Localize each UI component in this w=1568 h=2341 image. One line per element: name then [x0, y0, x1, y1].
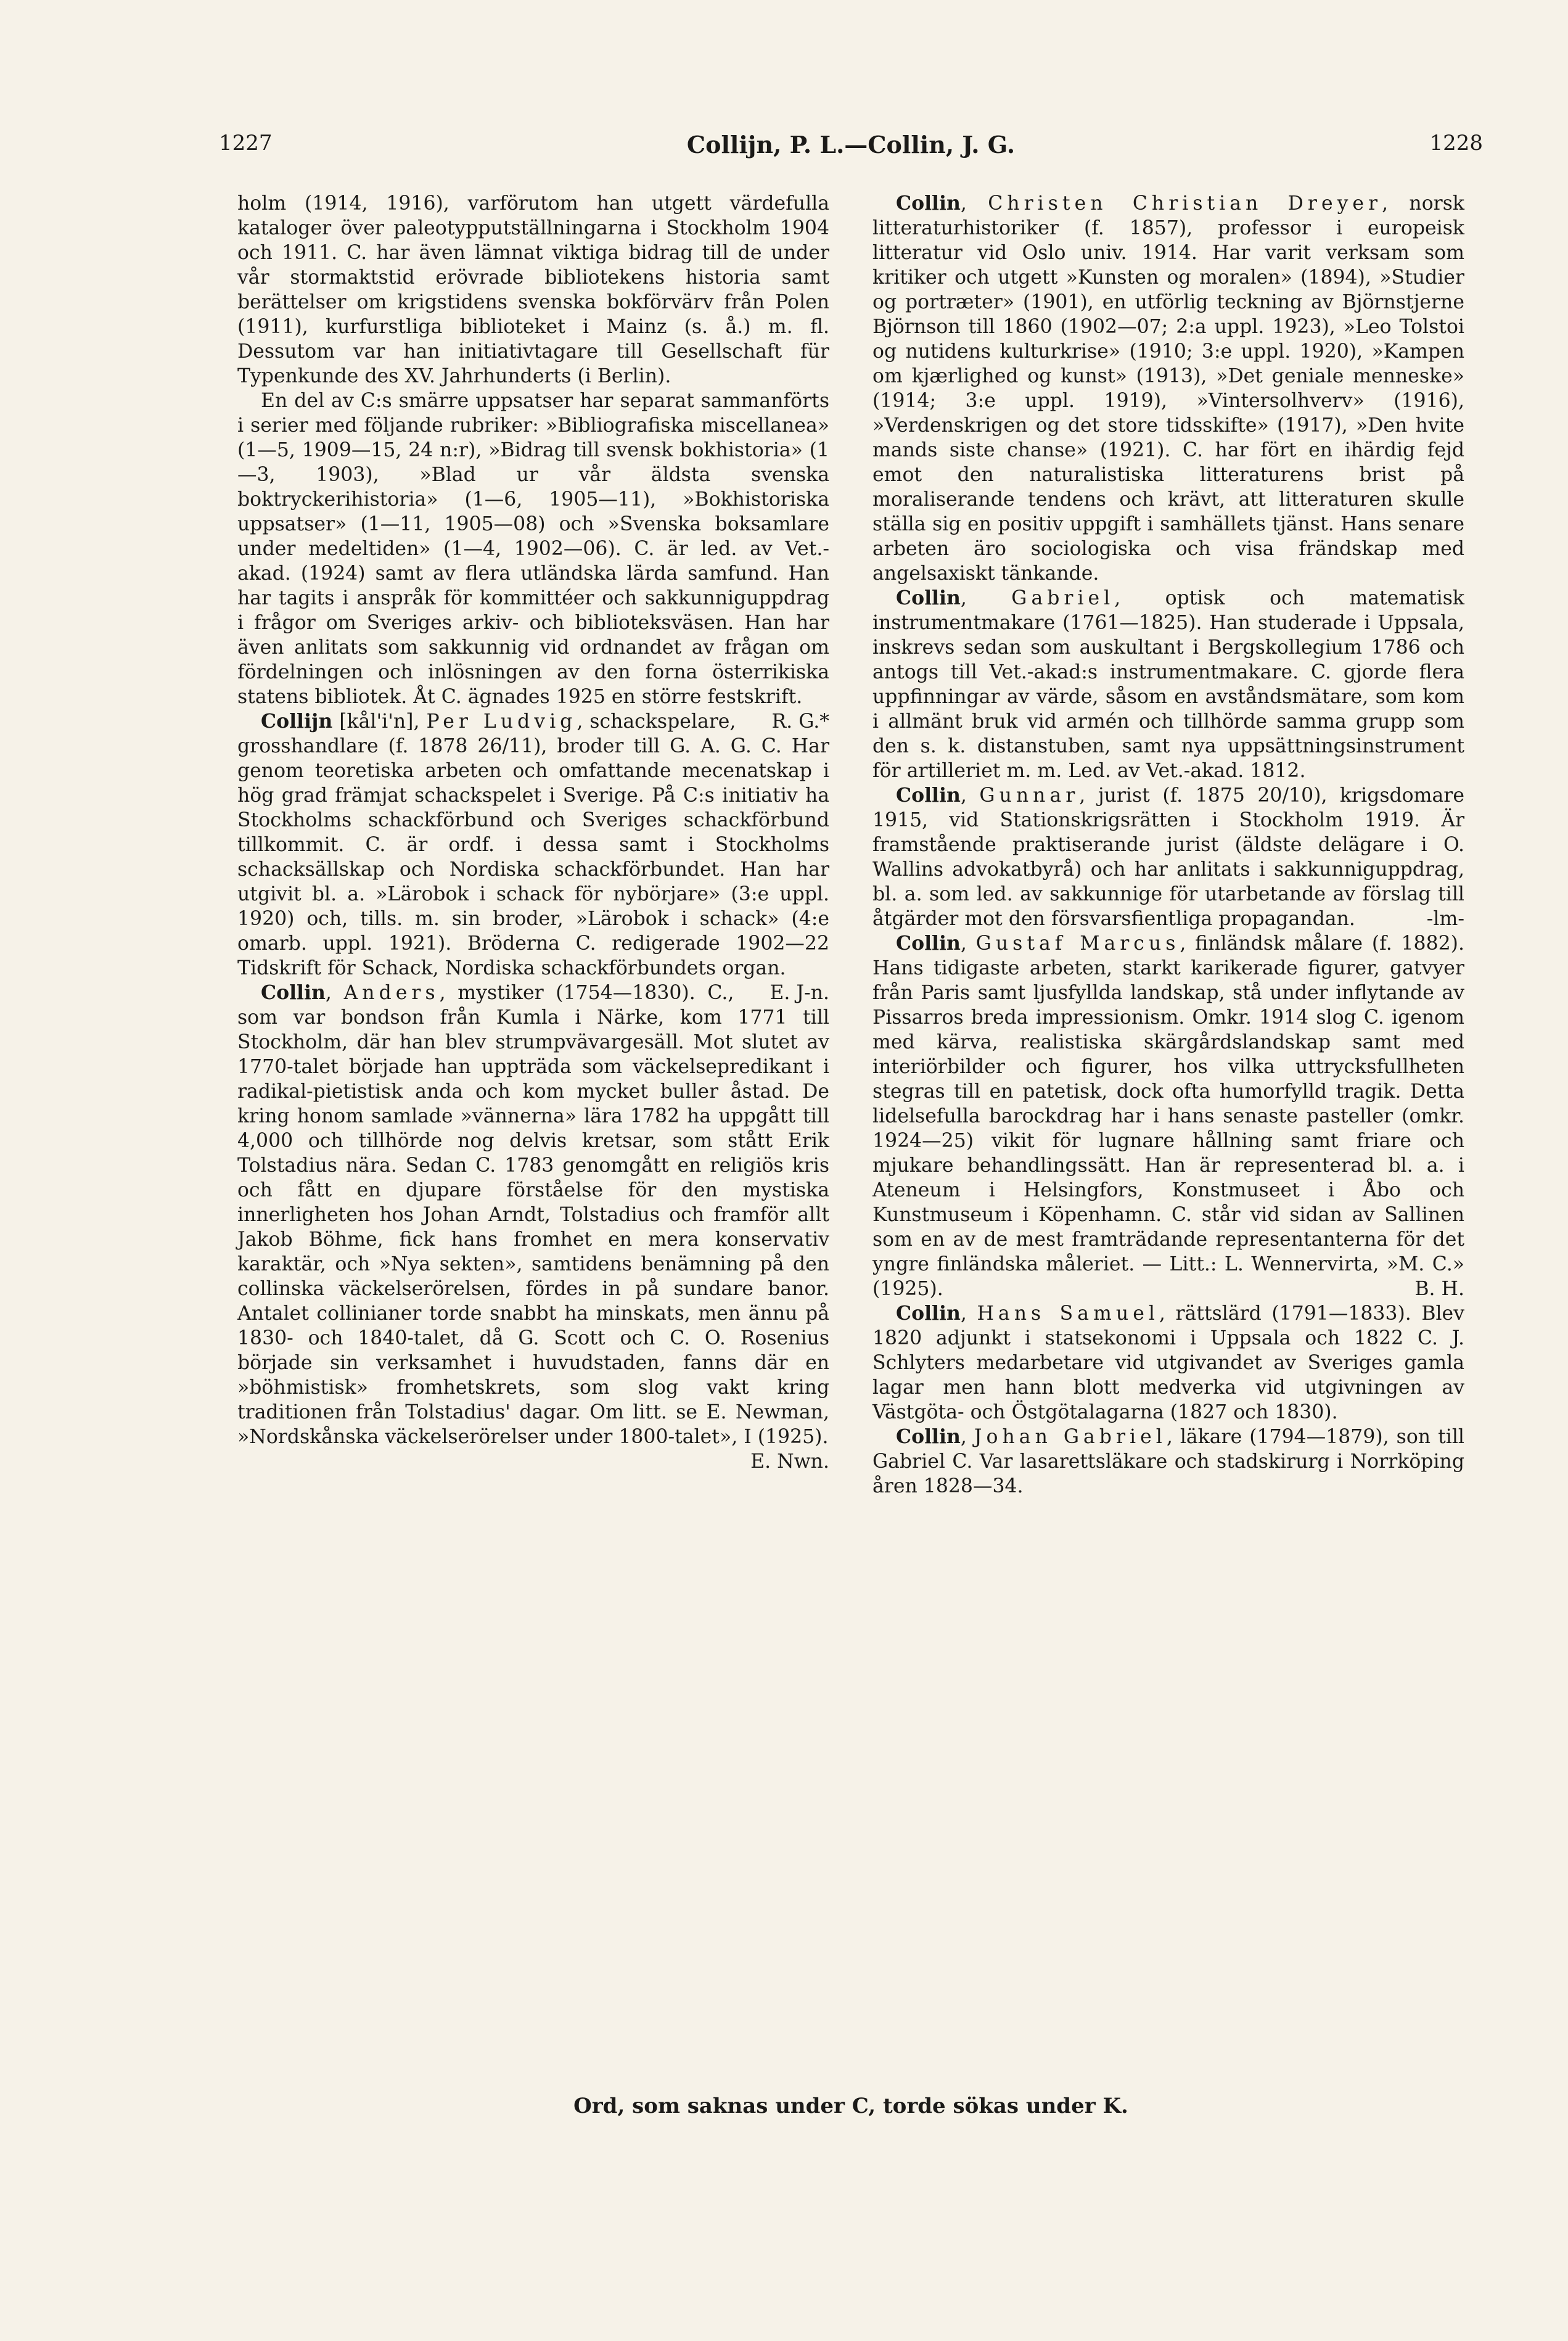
paragraph	[237, 191, 829, 389]
entry-headword: Collin	[896, 586, 961, 609]
entry-given-names: Hans Samuel	[977, 1302, 1159, 1325]
entry	[872, 191, 1464, 586]
entry-given-names: Christen Christian Dreyer	[988, 192, 1382, 215]
page-number-right: 1228	[1429, 131, 1483, 155]
author-signature: -lm-	[1426, 908, 1464, 930]
entry-given-names: Gunnar	[979, 784, 1080, 807]
entry-pronunciation: ,	[960, 1426, 974, 1448]
entry-headword: Collijn	[261, 710, 333, 733]
entry-headword: Collin	[896, 192, 961, 215]
entry-pronunciation: ,	[325, 982, 344, 1004]
entry-text: , schackspelare, grosshandlare (f. 1878 26/11), broder till G. A. G. C. Har genom teoretiska arbeten och omfattande mecenatskap i hög grad främjat schackspelet i Sverige. På C:s initiativ ha Stockholms schackförbund och Sveriges schackförbund tillkommit. C. är ordf. i dessa samt i Stockholms schacksällskap och Nordiska schackförbundet. Han har utgivit bl. a. »Lärobok i schack för nybörjare» (3:e uppl. 1920) och, tills. m. sin broder, »Lärobok i schack» (4:e omarb. uppl. 1921). Bröderna C. redigerade 1902—22 Tidskrift för Schack, Nordiska schackförbundets organ.	[237, 710, 829, 979]
author-signature: B. H.	[1414, 1278, 1464, 1300]
running-title: Collijn, P. L.—Collin, J. G.	[686, 131, 1016, 158]
entry	[872, 586, 1464, 783]
entry-pronunciation: ,	[960, 784, 980, 807]
entry	[237, 981, 829, 1473]
entry-text: , rättslärd (1791—1833). Blev 1820 adjunkt i statsekonomi i Uppsala och 1822 C. J. Schlyters medarbetare vid utgivandet av Sveriges gamla lagar men hann blott medverka vid utgivningen av Västgöta- och Östgötalagarna (1827 och 1830).	[872, 1302, 1464, 1423]
entry-given-names: Per Ludvig	[426, 710, 577, 733]
entry-text: , mystiker (1754—1830). C., som var bondson från Kumla i Närke, kom 1771 till Stockholm, där han blev strumpvävargesäll. Mot slutet av 1770-talet började han uppträda som väckelsepredikant i radikal-pietistisk anda och kom mycket buller åstad. De kring honom samlade »vännerna» lära 1782 ha uppgått till 4,000 och tillhörde nog delvis kretsar, som stått Erik Tolstadius nära. Sedan C. 1783 genomgått en religiös kris och fått en djupare förståelse för den mystiska innerligheten hos Johan Arndt, Tolstadius och framför allt Jakob Böhme, fick hans fromhet en mera konservativ karaktär, och »Nya sekten», samtidens benämning på den collinska väckelserörelsen, fördes in på sundare banor. Antalet collinianer torde snabbt ha minskats, men ännu på 1830- och 1840-talet, då G. Scott och C. O. Rosenius började sin verksamhet i huvudstaden, fanns där en »böhmistisk» fromhetskrets, som slog vakt kring traditionen från Tolstadius' dagar. Om litt. se E. Newman, »Nordskånska väckelserörelser under 1800-talet», I (1925).	[237, 982, 829, 1448]
entry-pronunciation: [kål'i'n],	[332, 710, 427, 733]
entry-headword: Collin	[261, 981, 326, 1004]
entry-text: , finländsk målare (f. 1882). Hans tidigaste arbeten, starkt karikerade figurer, gatvyer från Paris samt ljusfyllda landskap, stå under inflytande av Pissarros breda impressionism. Omkr. 1914 slog C. igenom med kärva, realistiska skärgårdslandskap samt med interiörbilder och figurer, hos vilka uttrycksfullheten stegras till en patetisk, dock ofta humorfylld tragik. Detta lidelsefulla barockdrag har i hans senaste pasteller (omkr. 1924—25) vikit för lugnare hållning samt friare och mjukare behandlingssätt. Han är representerad bl. a. i Ateneum i Helsingfors, Konstmuseet i Åbo och Kunstmuseum i Köpenhamn. C. står vid sidan av Sallinen som en av de mest framträdande representanterna för det yngre finländska måleriet. — Litt.: L. Wennervirta, »M. C.» (1925).	[872, 932, 1464, 1300]
author-signature: E. Nwn.	[750, 1450, 829, 1473]
entry-given-names: Gustaf Marcus	[975, 932, 1180, 955]
entry-given-names: Johan Gabriel	[974, 1426, 1167, 1448]
entry	[872, 931, 1464, 1301]
paragraph-text: En del av C:s smärre uppsatser har separat sammanförts i serier med följande rubriker: »Bibliografiska miscellanea» (1—5, 1909—15, 24 n:r), »Bidrag till svensk bokhistoria» (1—3, 1903), »Blad ur vår äldsta svenska boktryckerihistoria» (1—6, 1905—11), »Bokhistoriska uppsatser» (1—11, 1905—08) och »Svenska boksamlare under medeltiden» (1—4, 1902—06). C. är led. av Vet.-akad. (1924) samt av flera utländska lärda samfund. Han har tagits i anspråk för kommittéer och sakkunniguppdrag i frågor om Sveriges arkiv- och biblioteksväsen. Han har även anlitats som sakkunnig vid ordnandet av frågan om fördelningen och inlösningen av den forna österrikiska statens bibliotek. Åt C. ägnades 1925 en större festskrift.	[237, 390, 829, 708]
right-column	[872, 191, 1464, 1499]
entry-pronunciation: ,	[960, 932, 976, 955]
entry	[872, 783, 1464, 931]
entry-headword: Collin	[896, 784, 961, 807]
entry-headword: Collin	[896, 1302, 961, 1325]
entry-headword: Collin	[896, 1425, 961, 1448]
entry-text: , läkare (1794—1879), son till Gabriel C. Var lasarettsläkare och stadskirurg i Norrköping åren 1828—34.	[872, 1426, 1464, 1497]
entry-text: , jurist (f. 1875 20/10), krigsdomare 1915, vid Stationskrigsrätten i Stockholm 1919. Är framstående praktiserande jurist (äldste delägare i O. Wallins advokatbyrå) och har anlitats i sakkunniguppdrag, bl. a. som led. av sakkunnige för utarbetande av förslag till åtgärder mot den försvarsfientliga propagandan.	[872, 784, 1464, 930]
paragraph-text: holm (1914, 1916), varförutom han utgett värdefulla kataloger över paleotypputställningarna i Stockholm 1904 och 1911. C. har även lämnat viktiga bidrag till de under vår stormaktstid erövrade bibliotekens historia samt berättelser om krigstidens svenska bokförvärv från Polen (1911), kurfurstliga biblioteket i Mainz (s. å.) m. fl. Dessutom var han initiativtagare till Gesellschaft für Typenkunde des XV. Jahrhunderts (i Berlin).	[237, 192, 829, 387]
entry-text: , optisk och matematisk instrumentmakare (1761—1825). Han studerade i Uppsala, inskrevs sedan som auskultant i Bergskollegium 1786 och antogs till Vet.-akad:s instrumentmakare. C. gjorde flera uppfinningar av värde, såsom en avståndsmätare, som kom i allmänt bruk vid armén och tillhörde samma grupp som den s. k. distanstuben, samt nya uppsättningsinstrument för artilleriet m. m. Led. av Vet.-akad. 1812.	[872, 587, 1464, 782]
entry	[872, 1425, 1464, 1499]
left-column	[237, 191, 829, 1474]
author-signature: R. G.*	[771, 710, 829, 733]
page-header	[219, 131, 1483, 174]
entry-pronunciation: ,	[960, 192, 988, 215]
entry-given-names: Anders	[343, 982, 440, 1004]
page-footer-note: Ord, som saknas under C, torde sökas under K.	[573, 2094, 1128, 2118]
entry-pronunciation: ,	[960, 1302, 977, 1325]
entry-text: , norsk litteraturhistoriker (f. 1857), professor i europeisk litteratur vid Oslo univ. 1914. Har varit verksam som kritiker och utgett »Kunsten og moralen» (1894), »Studier og portræter» (1901), en utförlig teckning av Björnstjerne Björnson till 1860 (1902—07; 2:a uppl. 1923), »Leo Tolstoi og nutidens kulturkrise» (1910; 3:e uppl. 1920), »Kampen om kjærlighed og kunst» (1913), »Det geniale menneske» (1914; 3:e uppl. 1919), »Vintersolhverv» (1916), »Verdenskrigen og det store tidsskifte» (1917), »Den hvite mands siste chanse» (1921). C. har fört en ihärdig fejd emot den naturalistiska litteraturens brist på moraliserande tendens och krävt, att litteraturen skulle ställa sig en positiv uppgift i samhällets tjänst. Hans senare arbeten äro sociologiska och visa frändskap med angelsaxiskt tänkande.	[872, 192, 1464, 585]
entry	[872, 1301, 1464, 1425]
page-number-left: 1227	[219, 131, 273, 155]
entry-given-names: Gabriel	[1011, 587, 1115, 609]
author-signature: E. J-n.	[770, 982, 829, 1004]
entry-headword: Collin	[896, 932, 961, 955]
entry-pronunciation: ,	[960, 587, 1012, 609]
